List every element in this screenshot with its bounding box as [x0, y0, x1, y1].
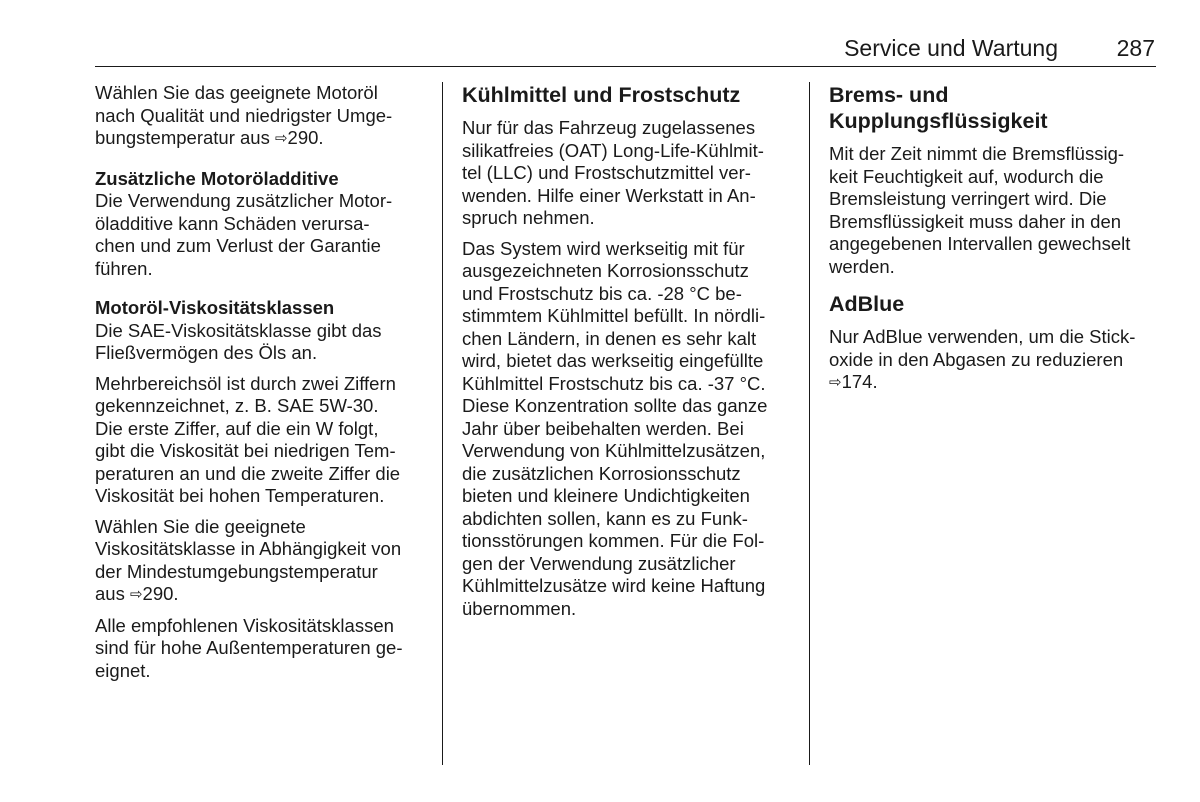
brake-fluid-text: [829, 143, 1159, 278]
text-line: Diese Konzentration sollte das ganze: [462, 395, 768, 416]
text-line: Mehrbereichsöl ist durch zwei Ziffern: [95, 372, 396, 394]
text-line: Kühlmittel Frostschutz bis ca. -37 °C.: [462, 372, 766, 394]
text-line: führen.: [95, 257, 153, 279]
text-line: oxide in den Abgasen zu reduzieren: [829, 348, 1124, 370]
text-line: Jahr über beibehalten werden. Bei: [462, 417, 744, 439]
text-line: wenden. Hilfe einer Werkstatt in An-: [462, 184, 756, 206]
text-line: keit Feuchtigkeit auf, wodurch die: [829, 165, 1104, 187]
page-reference-icon: ⇨: [129, 586, 143, 603]
text-fragment: bungstemperatur aus: [95, 127, 275, 148]
page-reference-icon: ⇨: [829, 374, 842, 391]
middle-column: [462, 82, 797, 620]
engine-oil-intro: [95, 82, 430, 151]
text-line: Viskositätsklasse in Abhängigkeit von: [95, 538, 402, 559]
viscosity-text-1: [95, 320, 430, 365]
viscosity-text-4: [95, 615, 430, 683]
brake-fluid-heading: Brems- und Kupplungsflüssigkeit: [829, 83, 1048, 133]
text-line: Die SAE-Viskositätsklasse gibt das: [95, 319, 382, 341]
additives-heading: Zusätzliche Motoröladditive: [95, 167, 339, 189]
column-divider-left: [442, 82, 443, 765]
text-line: übernommen.: [462, 597, 577, 619]
text-line: Verwendung von Kühlmittelzusätzen,: [462, 440, 766, 461]
section-title: Service und Wartung: [844, 35, 1058, 61]
right-column: [829, 82, 1159, 395]
text-line: Nur AdBlue verwenden, um die Stick-: [829, 326, 1136, 347]
text-line: peraturen an und die zweite Ziffer die: [95, 462, 401, 484]
text-line: chen Ländern, in denen es sehr kalt: [462, 327, 757, 349]
text-line: [95, 583, 430, 607]
text-line: werden.: [829, 255, 895, 277]
text-line: [829, 371, 1159, 395]
coolant-text-2: [462, 238, 797, 621]
text-line: Fließvermögen des Öls an.: [95, 342, 318, 363]
page-number: 287: [1116, 35, 1155, 61]
adblue-heading: AdBlue: [829, 292, 905, 316]
text-line: Das System wird werkseitig mit für: [462, 237, 745, 259]
text-line: bieten und kleinere Undichtigkeiten: [462, 485, 750, 506]
text-line: Wählen Sie die geeignete: [95, 515, 306, 537]
column-divider-right: [809, 82, 810, 765]
page-reference-number[interactable]: 290.: [287, 127, 324, 148]
viscosity-text-3: [95, 516, 430, 607]
viscosity-heading: Motoröl-Viskositätsklassen: [95, 297, 335, 318]
text-line: ausgezeichneten Korrosionsschutz: [462, 260, 749, 281]
text-line: der Mindestumgebungstemperatur: [95, 560, 378, 582]
viscosity-section: [95, 320, 430, 683]
text-line: öladditive kann Schäden verursa-: [95, 212, 370, 234]
text-line: tel (LLC) und Frostschutzmittel ver-: [462, 162, 751, 183]
text-fragment: aus: [95, 583, 130, 604]
page-reference-number[interactable]: 174.: [841, 371, 878, 392]
text-line: Mit der Zeit nimmt die Bremsflüssig-: [829, 143, 1125, 164]
text-line: stimmtem Kühlmittel befüllt. In nördli-: [462, 305, 766, 326]
text-line: tionsstörungen kommen. Für die Fol-: [462, 530, 765, 551]
text-line: eignet.: [95, 659, 151, 681]
text-line: [95, 127, 430, 151]
viscosity-text-2: [95, 373, 430, 508]
text-line: Bremsleistung verringert wird. Die: [829, 188, 1107, 209]
text-line: wird, bietet das werkseitig eingefüllte: [462, 350, 764, 371]
page-reference-icon: ⇨: [274, 130, 288, 147]
additives-text: [95, 190, 430, 280]
text-line: Alle empfohlenen Viskositätsklassen: [95, 614, 394, 636]
text-line: und Frostschutz bis ca. -28 °C be-: [462, 282, 742, 304]
text-line: die zusätzlichen Korrosionsschutz: [462, 462, 741, 484]
text-line: gibt die Viskosität bei niedrigen Tem-: [95, 440, 396, 461]
text-line: Die Verwendung zusätzlicher Motor-: [95, 190, 393, 211]
left-column: [95, 82, 430, 682]
text-line: sind für hohe Außentemperaturen ge-: [95, 637, 403, 658]
text-line: Die erste Ziffer, auf die ein W folgt,: [95, 417, 379, 439]
text-line: Bremsflüssigkeit muss daher in den: [829, 210, 1122, 232]
text-line: nach Qualität und niedrigster Umge-: [95, 104, 393, 126]
adblue-text: [829, 326, 1159, 395]
coolant-heading: Kühlmittel und Frostschutz: [462, 83, 741, 107]
text-line: Viskosität bei hohen Temperaturen.: [95, 485, 385, 506]
text-line: Wählen Sie das geeignete Motoröl: [95, 82, 378, 103]
text-line: Kühlmittelzusätze wird keine Haftung: [462, 575, 766, 596]
coolant-text-1: [462, 117, 797, 230]
text-line: silikatfreies (OAT) Long-Life-Kühlmit-: [462, 139, 764, 161]
text-line: gekennzeichnet, z. B. SAE 5W-30.: [95, 395, 379, 416]
text-line: abdichten sollen, kann es zu Funk-: [462, 507, 748, 529]
text-line: gen der Verwendung zusätzlicher: [462, 552, 736, 574]
text-line: spruch nehmen.: [462, 207, 595, 228]
text-line: angegebenen Intervallen gewechselt: [829, 233, 1131, 254]
text-line: chen und zum Verlust der Garantie: [95, 235, 381, 256]
header-divider: [95, 66, 1156, 67]
page-reference-number[interactable]: 290.: [142, 583, 179, 604]
text-line: Nur für das Fahrzeug zugelassenes: [462, 117, 756, 138]
